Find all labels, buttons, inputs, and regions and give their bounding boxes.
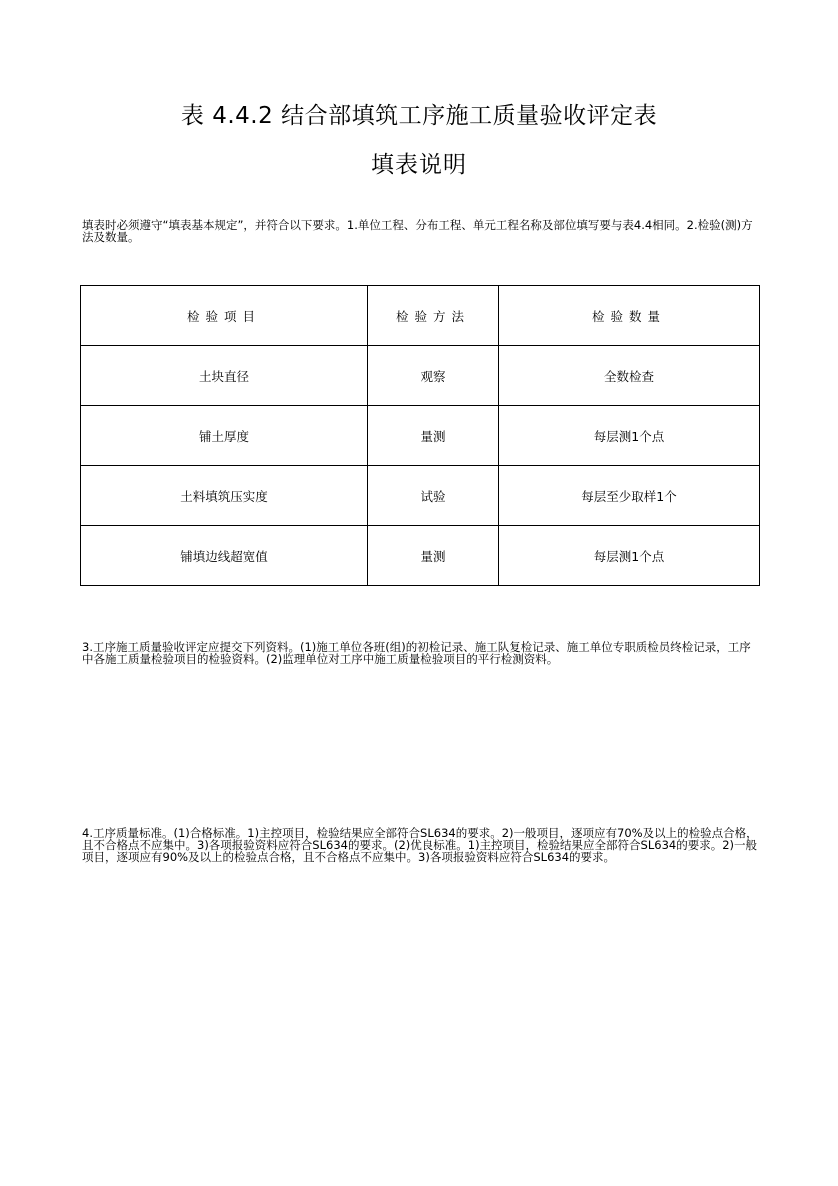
quantity-cell: 每层至少取样1个 (499, 466, 760, 526)
method-cell: 量测 (368, 526, 499, 586)
header-inspection-method: 检验方法 (368, 286, 499, 346)
intro-paragraph: 填表时必须遵守“填表基本规定”，并符合以下要求。1.单位工程、分布工程、单元工程名称及部位填写要与表4.4相同。2.检验(测)方法及数量。 (82, 218, 753, 244)
quantity-cell: 每层测1个点 (499, 406, 760, 466)
method-cell: 观察 (368, 346, 499, 406)
header-inspection-quantity: 检验数量 (499, 286, 760, 346)
item-cell: 土料填筑压实度 (81, 466, 368, 526)
table-header-row (81, 286, 760, 346)
item-cell: 铺土厚度 (81, 406, 368, 466)
table-row (81, 526, 760, 586)
method-cell: 试验 (368, 466, 499, 526)
quantity-cell: 全数检查 (499, 346, 760, 406)
note-3-paragraph: 3.工序施工质量验收评定应提交下列资料。(1)施工单位各班(组)的初检记录、施工队复检记录、施工单位专职质检员终检记录，工序中各施工质量检验项目的检验资料。(2)监理单位对工序中施工质量检验项目的平行检测资料。 (82, 640, 751, 666)
header-inspection-item: 检验项目 (81, 286, 368, 346)
form-title: 表 4.4.2 结合部填筑工序施工质量验收评定表 (180, 103, 658, 129)
quantity-cell: 每层测1个点 (499, 526, 760, 586)
item-cell: 土块直径 (81, 346, 368, 406)
item-cell: 铺填边线超宽值 (81, 526, 368, 586)
table-row (81, 466, 760, 526)
method-cell: 量测 (368, 406, 499, 466)
note-4-paragraph: 4.工序质量标准。(1)合格标准。1)主控项目，检验结果应全部符合SL634的要求。2)一般项目，逐项应有70%及以上的检验点合格，且不合格点不应集中。3)各项报验资料应符合SL634的要求。(2)优良标准。1)主控项目，检验结果应全部符合SL634的要求。2)一般项目，逐项应有90%及以上的检验点合格，且不合格点不应集中。3)各项报验资料应符合SL634的要求。 (82, 826, 758, 864)
inspection-table (80, 285, 760, 586)
table-row (81, 346, 760, 406)
table-row (81, 406, 760, 466)
form-subtitle: 填表说明 (371, 152, 467, 178)
